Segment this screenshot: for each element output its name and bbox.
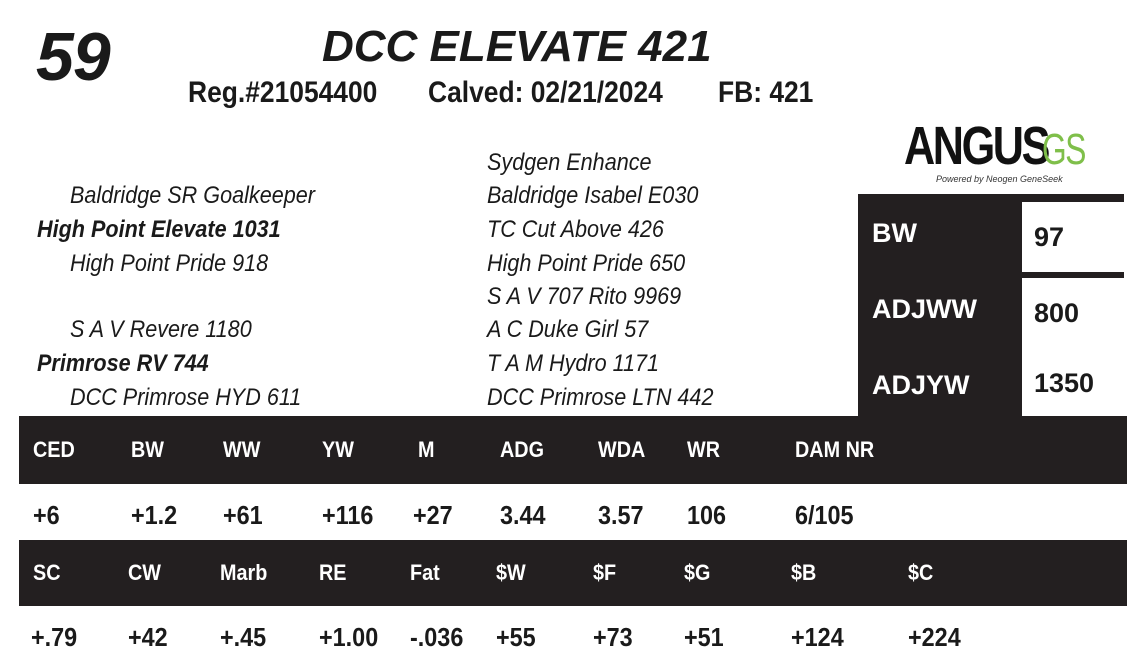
great-grandparent: S A V 707 Rito 9969: [487, 283, 682, 310]
epd-header-cw: CW: [128, 560, 161, 585]
epd-header-fat: Fat: [410, 560, 440, 585]
epd-value-b-index: +124: [791, 622, 844, 652]
epd-header-ww: WW: [223, 437, 261, 462]
perf-label-bw: BW: [872, 218, 917, 248]
great-grandparent: DCC Primrose LTN 442: [487, 384, 714, 411]
epd-header-f-index: $F: [593, 560, 617, 585]
epd-value-marb: +.45: [220, 622, 267, 652]
lot-number: 59: [36, 19, 110, 95]
logo-tagline: Powered by Neogen GeneSeek: [936, 174, 1063, 184]
calved-date: Calved: 02/21/2024: [428, 76, 663, 109]
great-grandparent: Sydgen Enhance: [487, 149, 652, 176]
great-grandparent: A C Duke Girl 57: [487, 316, 649, 343]
epd-value-ced: +6: [33, 500, 60, 530]
fb-number: FB: 421: [718, 76, 814, 109]
epd-value-sc: +.79: [31, 622, 78, 652]
performance-box: [858, 194, 1124, 416]
epd-value-m: +27: [413, 500, 453, 530]
perf-value-bw: 97: [1034, 222, 1065, 252]
logo-main-text: ANGUS: [904, 116, 1049, 176]
epd-value-c-index: +224: [908, 622, 961, 652]
epd-header-c-index: $C: [908, 560, 934, 585]
great-grandparent: Baldridge Isabel E030: [487, 182, 699, 209]
epd-header-marb: Marb: [220, 560, 268, 585]
epd-value-wda: 3.57: [598, 500, 644, 530]
epd-header-yw: YW: [322, 437, 354, 462]
epd-value-w-index: +55: [496, 622, 536, 652]
dam-dam: DCC Primrose HYD 611: [70, 384, 302, 411]
logo-suffix-text: GS: [1042, 125, 1085, 174]
animal-name: DCC ELEVATE 421: [322, 22, 712, 71]
epd-header-re: RE: [319, 560, 347, 585]
perf-value-box-bw: [1022, 202, 1124, 272]
epd-header-b-index: $B: [791, 560, 817, 585]
epd-header-g-index: $G: [684, 560, 711, 585]
perf-value-box-adjyw: [1022, 346, 1124, 416]
great-grandparent: High Point Pride 650: [487, 250, 686, 277]
epd-header-band-1: [19, 416, 1127, 484]
epd-value-dam-nr: 6/105: [795, 500, 854, 530]
epd-value-fat: -.036: [410, 622, 464, 652]
epd-header-adg: ADG: [500, 437, 545, 462]
epd-value-yw: +116: [322, 500, 374, 530]
sire-dam: High Point Pride 918: [70, 250, 269, 277]
epd-header-ced: CED: [33, 437, 75, 462]
epd-value-ww: +61: [223, 500, 263, 530]
epd-value-re: +1.00: [319, 622, 379, 652]
perf-value-adjyw: 1350: [1034, 368, 1095, 398]
perf-label-adjww: ADJWW: [872, 294, 977, 324]
epd-value-g-index: +51: [684, 622, 724, 652]
epd-header-dam-nr: DAM NR: [795, 437, 875, 462]
epd-value-adg: 3.44: [500, 500, 546, 530]
registration-number: Reg.#21054400: [188, 76, 378, 109]
epd-value-wr: 106: [687, 500, 727, 530]
great-grandparent: T A M Hydro 1171: [487, 350, 660, 377]
dam-sire: S A V Revere 1180: [70, 316, 252, 343]
epd-header-wr: WR: [687, 437, 720, 462]
sire-sire: Baldridge SR Goalkeeper: [70, 182, 315, 209]
epd-value-bw: +1.2: [131, 500, 178, 530]
epd-header-m: M: [418, 437, 435, 462]
epd-header-sc: SC: [33, 560, 61, 585]
epd-value-cw: +42: [128, 622, 168, 652]
epd-header-w-index: $W: [496, 560, 526, 585]
epd-header-bw: BW: [131, 437, 164, 462]
perf-value-adjww: 800: [1034, 298, 1080, 328]
epd-value-f-index: +73: [593, 622, 633, 652]
epd-header-wda: WDA: [598, 437, 646, 462]
perf-label-adjyw: ADJYW: [872, 370, 970, 400]
perf-value-box-adjww: [1022, 278, 1124, 348]
epd-header-band-2: [19, 540, 1127, 606]
angus-gs-logo: [904, 116, 1096, 194]
sire: High Point Elevate 1031: [37, 216, 281, 243]
great-grandparent: TC Cut Above 426: [487, 216, 664, 243]
dam: Primrose RV 744: [37, 350, 209, 377]
